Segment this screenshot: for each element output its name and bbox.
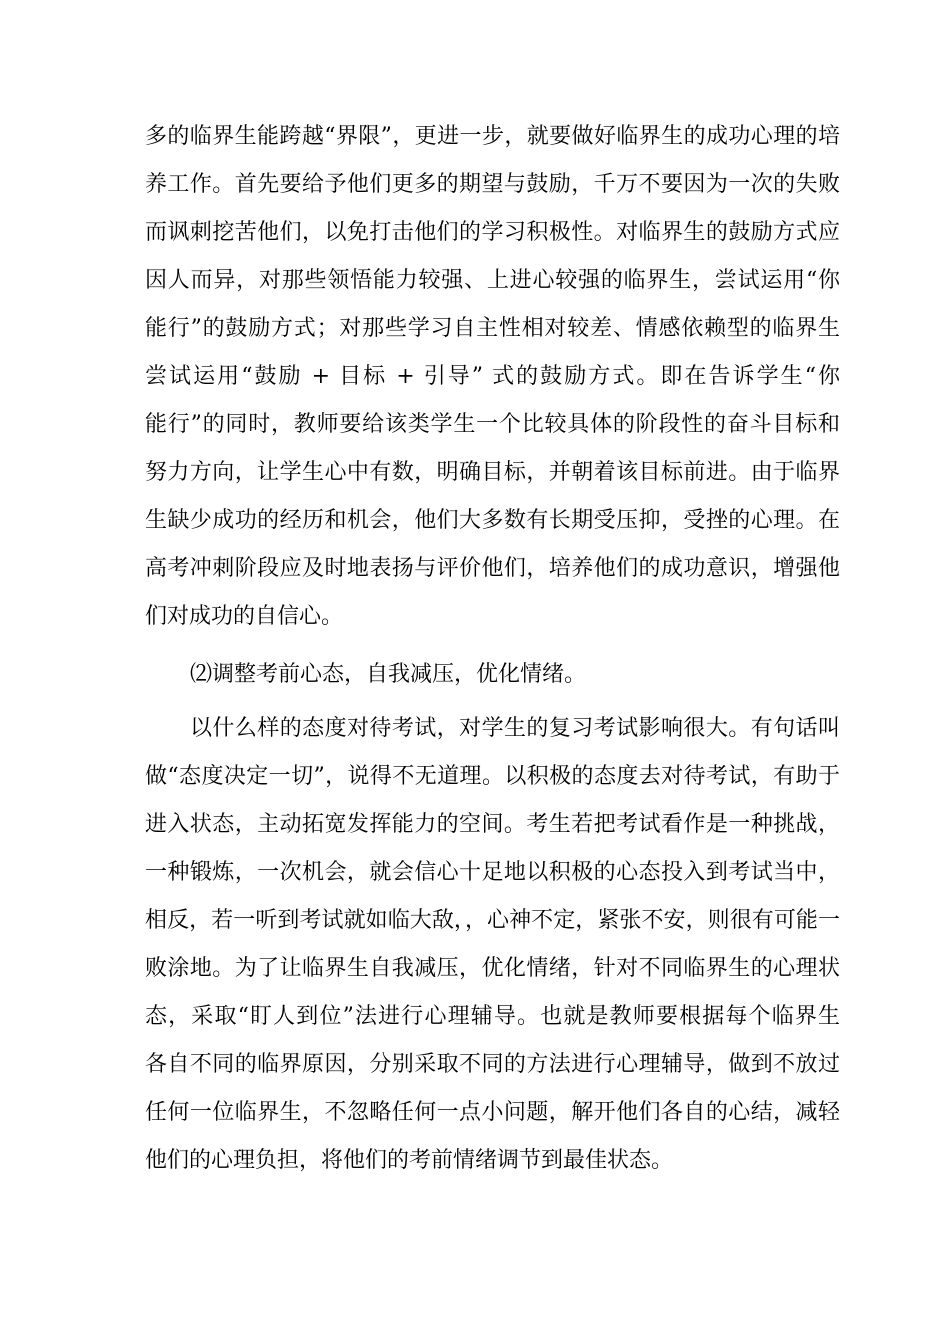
paragraph-line: 生缺少成功的经历和机会，他们大多数有长期受压抑，受挫的心理。在 <box>145 508 840 533</box>
paragraph-line: 任何一位临界生，不忽略任何一点小问题，解开他们各自的心结，减轻 <box>145 1100 840 1125</box>
section-heading: ⑵调整考前心态，自我减压，优化情绪。 <box>190 662 587 687</box>
paragraph-line: 进入状态，主动拓宽发挥能力的空间。考生若把考试看作是一种挑战， <box>145 812 840 837</box>
paragraph-line: 而讽刺挖苦他们，以免打击他们的学习积极性。对临界生的鼓励方式应 <box>145 220 840 245</box>
paragraph-line: 尝试运用“鼓励 + 目标 + 引导” 式的鼓励方式。即在告诉学生“你 <box>145 364 840 389</box>
paragraph-line: 能行”的同时，教师要给该类学生一个比较具体的阶段性的奋斗目标和 <box>145 412 840 437</box>
paragraph-line: 各自不同的临界原因，分别采取不同的方法进行心理辅导，做到不放过 <box>145 1052 840 1077</box>
paragraph-line: 养工作。首先要给予他们更多的期望与鼓励，千万不要因为一次的失败 <box>145 172 840 197</box>
paragraph-line: 因人而异，对那些领悟能力较强、上进心较强的临界生，尝试运用“你 <box>145 268 840 293</box>
paragraph-line: 们对成功的自信心。 <box>145 604 344 629</box>
paragraph-line: 努力方向，让学生心中有数，明确目标，并朝着该目标前进。由于临界 <box>145 460 840 485</box>
paragraph-line: 一种锻炼，一次机会，就会信心十足地以积极的心态投入到考试当中， <box>145 860 840 885</box>
paragraph-line: 以什么样的态度对待考试，对学生的复习考试影响很大。有句话叫 <box>190 716 840 741</box>
paragraph-line: 能行”的鼓励方式；对那些学习自主性相对较差、情感依赖型的临界生 <box>145 316 840 341</box>
paragraph-line: 他们的心理负担，将他们的考前情绪调节到最佳状态。 <box>145 1148 674 1173</box>
paragraph-line: 态，采取“盯人到位”法进行心理辅导。也就是教师要根据每个临界生 <box>145 1004 840 1029</box>
paragraph-line: 多的临界生能跨越“界限”，更进一步，就要做好临界生的成功心理的培 <box>145 124 840 149</box>
paragraph-line: 败涂地。为了让临界生自我减压，优化情绪，针对不同临界生的心理状 <box>145 956 840 981</box>
paragraph-line: 做“态度决定一切”，说得不无道理。以积极的态度去对待考试，有助于 <box>145 764 840 789</box>
paragraph-line: 相反，若一听到考试就如临大敌，，心神不定，紧张不安，则很有可能一 <box>145 908 840 933</box>
paragraph-line: 高考冲刺阶段应及时地表扬与评价他们，培养他们的成功意识，增强他 <box>145 556 840 581</box>
